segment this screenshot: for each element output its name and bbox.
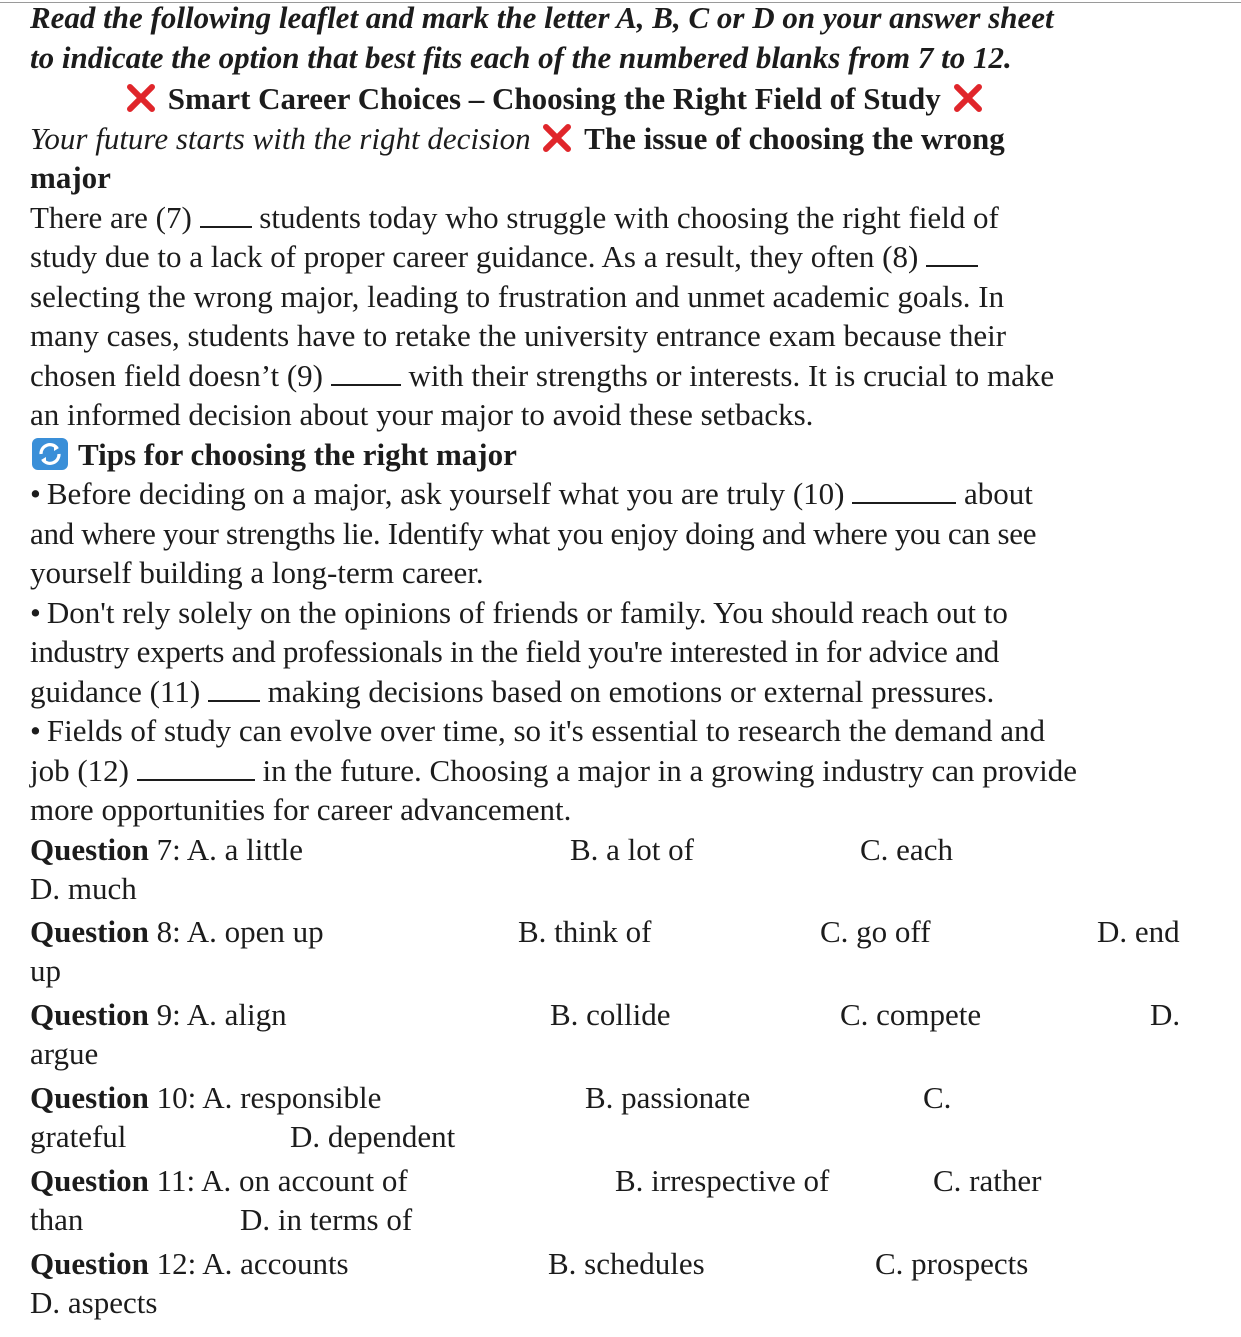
- instruction-line-2: to indicate the option that best fits each of the numbered blanks from 7 to 12.: [30, 39, 1012, 75]
- option-a[interactable]: A. open up: [186, 913, 324, 949]
- option-c[interactable]: C. each: [860, 831, 953, 867]
- tip3-line-1: [30, 711, 1220, 751]
- option-a[interactable]: A. a little: [186, 831, 304, 867]
- option-b[interactable]: B. a lot of: [570, 831, 694, 867]
- para1-line-5: [30, 356, 1220, 396]
- option-c[interactable]: C. rather: [933, 1162, 1042, 1198]
- para1-line-1: [30, 198, 1220, 238]
- question-7-cont: [30, 869, 1220, 909]
- bullet: •: [30, 594, 41, 630]
- option-a[interactable]: A. responsible: [202, 1079, 382, 1115]
- question-label: Question: [30, 1162, 149, 1198]
- option-b[interactable]: B. passionate: [585, 1079, 751, 1115]
- cross-mark-icon: [126, 83, 156, 113]
- text-run: making decisions based on emotions or external pressures.: [259, 673, 995, 709]
- text-run: Before deciding on a major, ask yourself what you are truly (10): [46, 476, 853, 511]
- option-c-cont[interactable]: than: [30, 1202, 84, 1237]
- option-d-cont[interactable]: up: [30, 953, 61, 988]
- tip2-line-2: industry experts and professionals in the field you're interested in for advice and: [30, 634, 999, 669]
- question-number: 10:: [156, 1079, 197, 1115]
- question-number: 8:: [156, 913, 181, 949]
- tip1-line-3: yourself building a long-term career.: [30, 555, 484, 590]
- option-b[interactable]: B. think of: [518, 913, 652, 949]
- subtitle-text: Your future starts with the right decision: [30, 120, 531, 156]
- leaflet-title: [30, 79, 1220, 119]
- text-run: in the future. Choosing a major in a growing industry can provide: [254, 752, 1077, 788]
- para1-line-4: many cases, students have to retake the university entrance exam because their: [30, 318, 1007, 353]
- text-run: study due to a lack of proper career guidance. As a result, they often (8): [30, 239, 927, 274]
- question-label: Question: [30, 831, 149, 867]
- option-d[interactable]: D. aspects: [30, 1285, 158, 1320]
- question-number: 11:: [156, 1162, 196, 1198]
- option-c[interactable]: C. go off: [820, 913, 931, 949]
- text-run: There are (7): [30, 199, 200, 235]
- option-d[interactable]: D. in terms of: [240, 1202, 413, 1237]
- tip2-line-1: [30, 593, 1220, 633]
- option-d[interactable]: D. much: [30, 871, 137, 906]
- option-d[interactable]: D. end: [1097, 913, 1180, 949]
- question-11: [30, 1161, 1220, 1201]
- option-c-cont[interactable]: grateful: [30, 1119, 127, 1154]
- option-c[interactable]: C. prospects: [875, 1245, 1029, 1281]
- question-9-cont: [30, 1034, 1220, 1074]
- option-c[interactable]: C.: [923, 1079, 952, 1115]
- option-d[interactable]: D. dependent: [290, 1119, 456, 1154]
- question-11-cont: [30, 1200, 1220, 1240]
- cross-mark-icon: [542, 123, 572, 153]
- tip3-line-3: more opportunities for career advancement.: [30, 792, 572, 827]
- bullet: •: [30, 476, 41, 511]
- question-10-cont: [30, 1117, 1220, 1157]
- question-9: [30, 995, 1220, 1035]
- blank-10[interactable]: [852, 476, 956, 504]
- question-label: Question: [30, 1245, 149, 1281]
- subtitle-line: [30, 119, 1220, 159]
- section-heading-issue: The issue of choosing the wrong: [584, 120, 1005, 156]
- text-run: with their strengths or interests. It is crucial to make: [400, 357, 1055, 393]
- cross-mark-icon: [953, 83, 983, 113]
- title-text: Smart Career Choices – Choosing the Right Field of Study: [167, 81, 941, 116]
- refresh-icon: [30, 437, 70, 471]
- question-7: [30, 830, 1220, 870]
- blank-7[interactable]: [200, 200, 252, 228]
- bullet: •: [30, 713, 41, 748]
- option-b[interactable]: B. collide: [550, 996, 671, 1032]
- tip1-line-1: [30, 474, 1220, 514]
- blank-12[interactable]: [137, 753, 255, 781]
- question-12: [30, 1244, 1220, 1284]
- question-label: Question: [30, 996, 149, 1032]
- tip3-line-2: [30, 751, 1220, 791]
- text-run: Don't rely solely on the opinions of friends or family. You should reach out to: [46, 594, 1008, 630]
- option-b[interactable]: B. schedules: [548, 1245, 705, 1281]
- blank-9[interactable]: [331, 358, 401, 386]
- text-run: job (12): [30, 752, 137, 788]
- para1-line-6: an informed decision about your major to avoid these setbacks.: [30, 397, 814, 432]
- text-run: about: [956, 476, 1033, 511]
- option-a[interactable]: A. align: [186, 996, 287, 1032]
- question-label: Question: [30, 913, 149, 949]
- text-run: Fields of study can evolve over time, so it's essential to research the demand and: [46, 713, 1046, 748]
- question-number: 12:: [156, 1245, 197, 1281]
- option-b[interactable]: B. irrespective of: [615, 1162, 830, 1198]
- question-8: [30, 912, 1220, 952]
- option-a[interactable]: A. on account of: [201, 1162, 408, 1198]
- question-10: [30, 1078, 1220, 1118]
- blank-11[interactable]: [208, 674, 260, 702]
- question-label: Question: [30, 1079, 149, 1115]
- para1-line-2: [30, 237, 1220, 277]
- text-run: guidance (11): [30, 673, 208, 709]
- tip2-line-3: [30, 672, 1220, 712]
- question-8-cont: [30, 951, 1220, 991]
- option-a[interactable]: A. accounts: [202, 1245, 349, 1281]
- text-run: students today who struggle with choosing the right field of: [251, 199, 999, 235]
- instruction-line-1: Read the following leaflet and mark the letter A, B, C or D on your answer sheet: [30, 0, 1054, 35]
- worksheet: [30, 0, 1220, 1323]
- question-12-cont: [30, 1283, 1220, 1323]
- text-run: chosen field doesn’t (9): [30, 357, 331, 393]
- question-number: 9:: [156, 996, 181, 1032]
- option-d[interactable]: D.: [1150, 996, 1181, 1032]
- tip1-line-2: and where your strengths lie. Identify what you enjoy doing and where you can see: [30, 515, 1037, 551]
- option-c[interactable]: C. compete: [840, 996, 982, 1032]
- tips-heading-text: Tips for choosing the right major: [78, 436, 517, 472]
- section-heading-issue-cont: major: [30, 160, 111, 195]
- section-heading-tips: [30, 435, 1220, 475]
- option-d-cont[interactable]: argue: [30, 1036, 99, 1071]
- question-number: 7:: [156, 831, 181, 867]
- para1-line-3: selecting the wrong major, leading to frustration and unmet academic goals. In: [30, 278, 1005, 314]
- blank-8[interactable]: [926, 239, 978, 267]
